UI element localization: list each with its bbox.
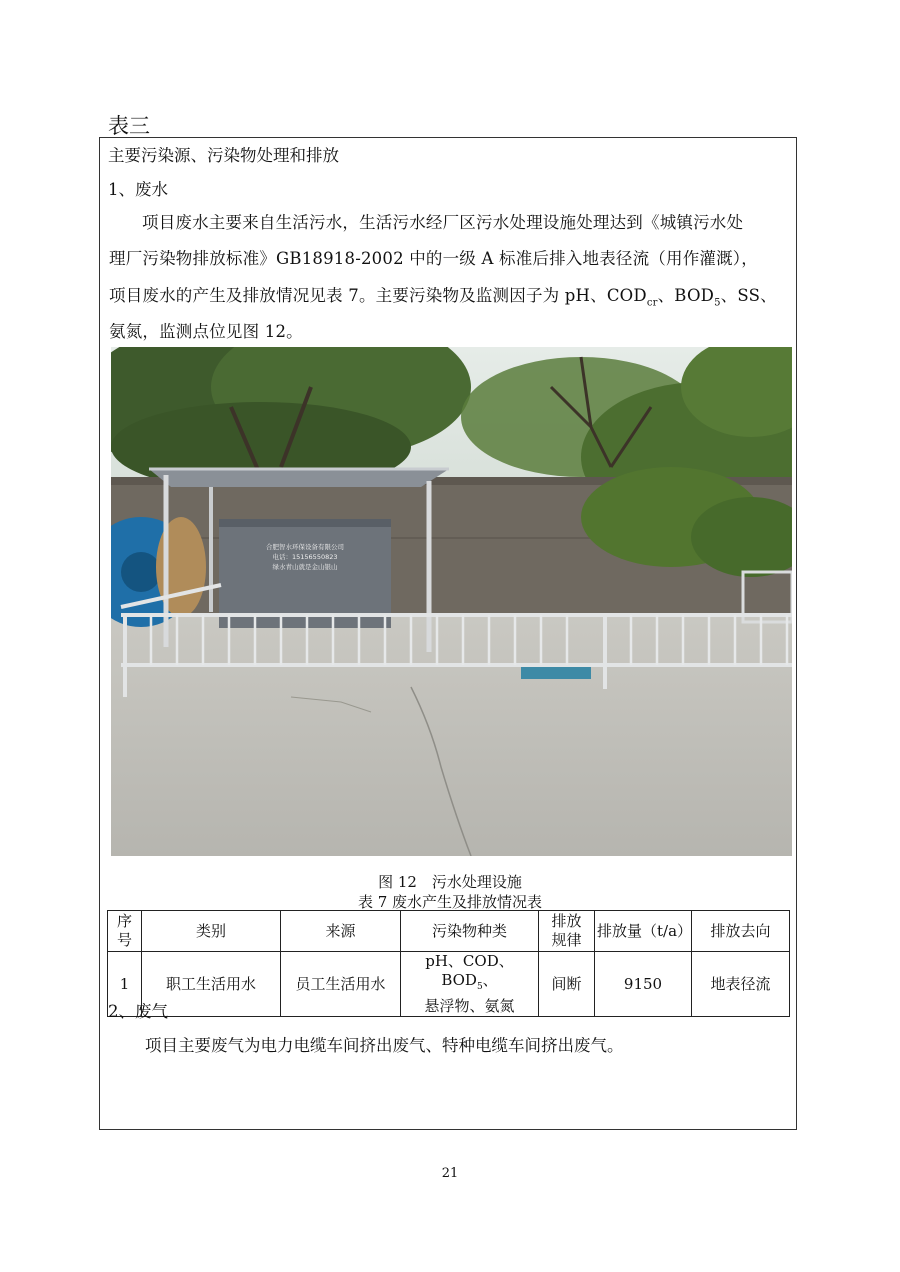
header-source: 来源	[281, 911, 401, 952]
wastewater-para-line-3	[109, 282, 777, 308]
wastewater-para-line-2: 理厂污染物排放标准》GB18918-2002 中的一级 A 标准后排入地表径流（用作灌溉），	[109, 249, 758, 268]
section-title: 主要污染源、污染物处理和排放	[108, 146, 339, 165]
header-pollutants: 污染物种类	[401, 911, 539, 952]
cell-pollutants	[401, 952, 539, 1017]
table-caption: 表 7 废水产生及排放情况表	[357, 893, 543, 911]
cell-destination: 地表径流	[692, 952, 790, 1017]
section-label: 表三	[108, 114, 150, 138]
cell-no: 1	[108, 952, 142, 1017]
pollutants-line-1-text: pH、COD、BOD	[425, 952, 514, 989]
cell-amount: 9150	[595, 952, 692, 1017]
table-header-row	[108, 911, 790, 952]
wastewater-para-line-1: 项目废水主要来自生活污水，生活污水经厂区污水处理设施处理达到《城镇污水处	[142, 213, 744, 232]
pollutants-line-2: 悬浮物、氨氮	[424, 997, 515, 1015]
unit-sign-line-1: 合肥智水环保设备有限公司	[266, 543, 344, 551]
ss-text: 、SS、	[720, 286, 777, 305]
cell-category: 职工生活用水	[142, 952, 281, 1017]
header-destination: 排放去向	[692, 911, 790, 952]
exhaust-text: 项目主要废气为电力电缆车间挤出废气、特种电缆车间挤出废气。	[145, 1036, 624, 1055]
table-row	[108, 952, 790, 1017]
exhaust-heading: 2、废气	[108, 1002, 168, 1021]
pollutants-line-1	[403, 952, 536, 997]
cell-source: 员工生活用水	[281, 952, 401, 1017]
bod-subscript: 5	[714, 297, 721, 309]
bod-text: 、BOD	[657, 286, 715, 305]
header-amount: 排放量（t/a）	[595, 911, 692, 952]
pollutants-bod-subscript: 5	[476, 982, 483, 992]
wastewater-heading: 1、废水	[108, 180, 168, 199]
unit-sign-line-3: 绿水青山就是金山银山	[272, 563, 338, 571]
header-no: 序号	[108, 911, 142, 952]
wastewater-table	[107, 910, 790, 1017]
header-pattern: 排放规律	[539, 911, 595, 952]
cod-subscript: cr	[646, 297, 658, 309]
unit-sign-line-2: 电话：15156550823	[272, 553, 338, 561]
cell-pattern: 间断	[539, 952, 595, 1017]
photo-drawing	[111, 347, 792, 856]
wastewater-facility-photo	[111, 347, 792, 856]
wastewater-para-line-4: 氨氮，监测点位见图 12。	[109, 322, 303, 341]
wastewater-para-line-3-text: 项目废水的产生及排放情况见表 7。主要污染物及监测因子为 pH、COD	[109, 286, 647, 305]
figure-caption: 图 12 污水处理设施	[378, 873, 522, 891]
header-category: 类别	[142, 911, 281, 952]
pollutants-line-1-tail: 、	[482, 971, 498, 989]
page-number: 21	[441, 1166, 459, 1181]
